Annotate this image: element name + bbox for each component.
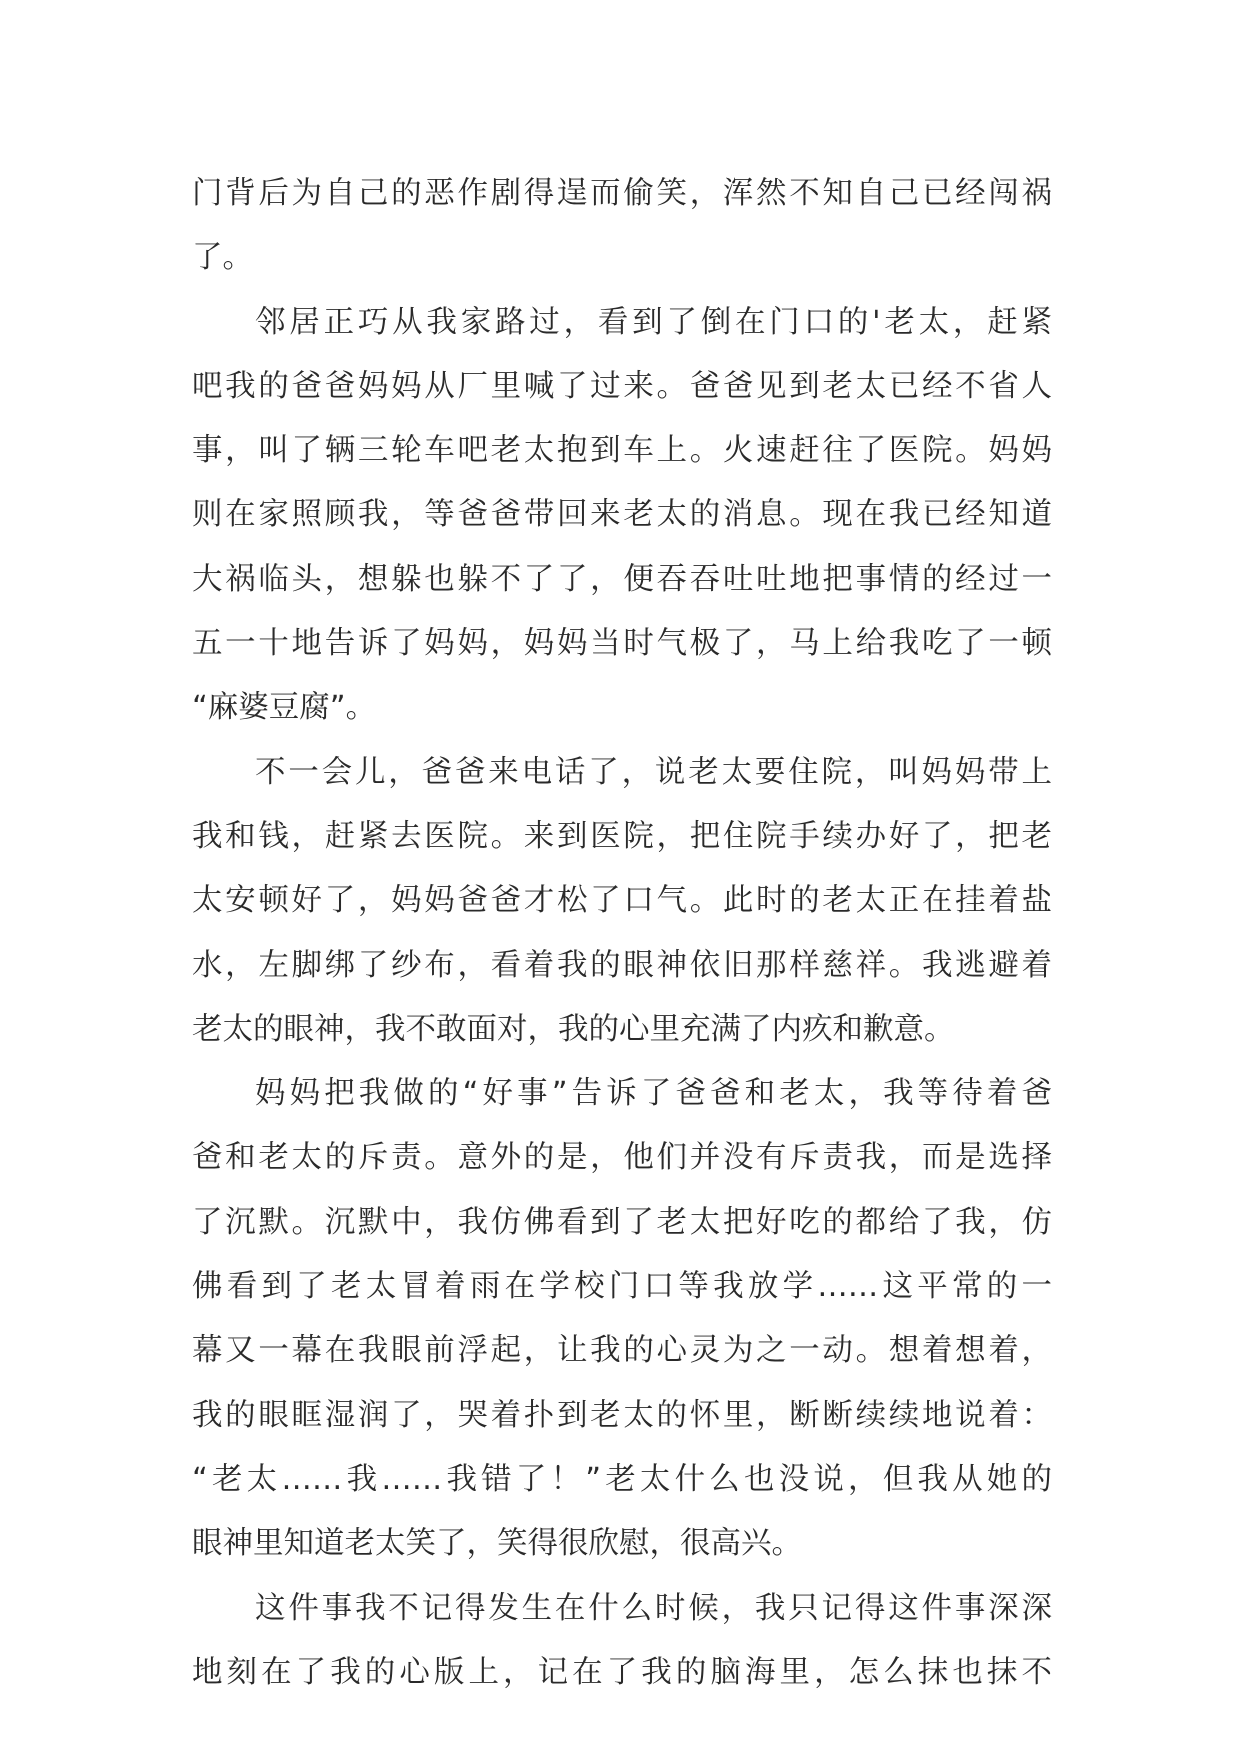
text-line: 不一会儿，爸爸来电话了，说老太要住院，叫妈妈带上 — [255, 754, 1052, 790]
text-line: 水，左脚绑了纱布，看着我的眼神依旧那样慈祥。我逃避着 — [192, 947, 1052, 983]
body-text — [192, 162, 1052, 1705]
text-line: 眼神里知道老太笑了，笑得很欣慰，很高兴。 — [192, 1526, 802, 1562]
text-line: “老太……我……我错了！”老太什么也没说，但我从她的 — [192, 1461, 1052, 1497]
text-line: 爸和老太的斥责。意外的是，他们并没有斥责我，而是选择 — [192, 1140, 1052, 1176]
text-line: 地刻在了我的心版上，记在了我的脑海里，怎么抹也抹不 — [192, 1654, 1052, 1690]
text-line: 妈妈把我做的“好事”告诉了爸爸和老太，我等待着爸 — [255, 1076, 1052, 1112]
text-line: 了。 — [192, 240, 253, 276]
text-line: 这件事我不记得发生在什么时候，我只记得这件事深深 — [255, 1590, 1052, 1626]
text-line: 事，叫了辆三轮车吧老太抱到车上。火速赶往了医院。妈妈 — [192, 433, 1052, 469]
text-line: 则在家照顾我，等爸爸带回来老太的消息。现在我已经知道 — [192, 497, 1052, 533]
text-line: 太安顿好了，妈妈爸爸才松了口气。此时的老太正在挂着盐 — [192, 883, 1052, 919]
text-line: 门背后为自己的恶作剧得逞而偷笑，浑然不知自己已经闯祸 — [192, 176, 1052, 211]
text-line: 幕又一幕在我眼前浮起，让我的心灵为之一动。想着想着， — [192, 1333, 1052, 1369]
text-line: 吧我的爸爸妈妈从厂里喊了过来。爸爸见到老太已经不省人 — [192, 368, 1052, 404]
text-line: 五一十地告诉了妈妈，妈妈当时气极了，马上给我吃了一顿 — [192, 626, 1052, 662]
text-line: 了沉默。沉默中，我仿佛看到了老太把好吃的都给了我，仿 — [192, 1204, 1052, 1240]
text-line: “麻婆豆腐”。 — [192, 690, 377, 726]
text-line: 老太的眼神，我不敢面对，我的心里充满了内疚和歉意。 — [192, 1011, 955, 1047]
text-line: 我和钱，赶紧去医院。来到医院，把住院手续办好了，把老 — [192, 818, 1052, 854]
text-line: 佛看到了老太冒着雨在学校门口等我放学……这平常的一 — [192, 1269, 1052, 1305]
text-line: 大祸临头，想躲也躲不了了，便吞吞吐吐地把事情的经过一 — [192, 561, 1052, 597]
text-line: 邻居正巧从我家路过，看到了倒在门口的'老太，赶紧 — [255, 304, 1052, 340]
text-line: 我的眼眶湿润了，哭着扑到老太的怀里，断断续续地说着： — [192, 1397, 1052, 1433]
